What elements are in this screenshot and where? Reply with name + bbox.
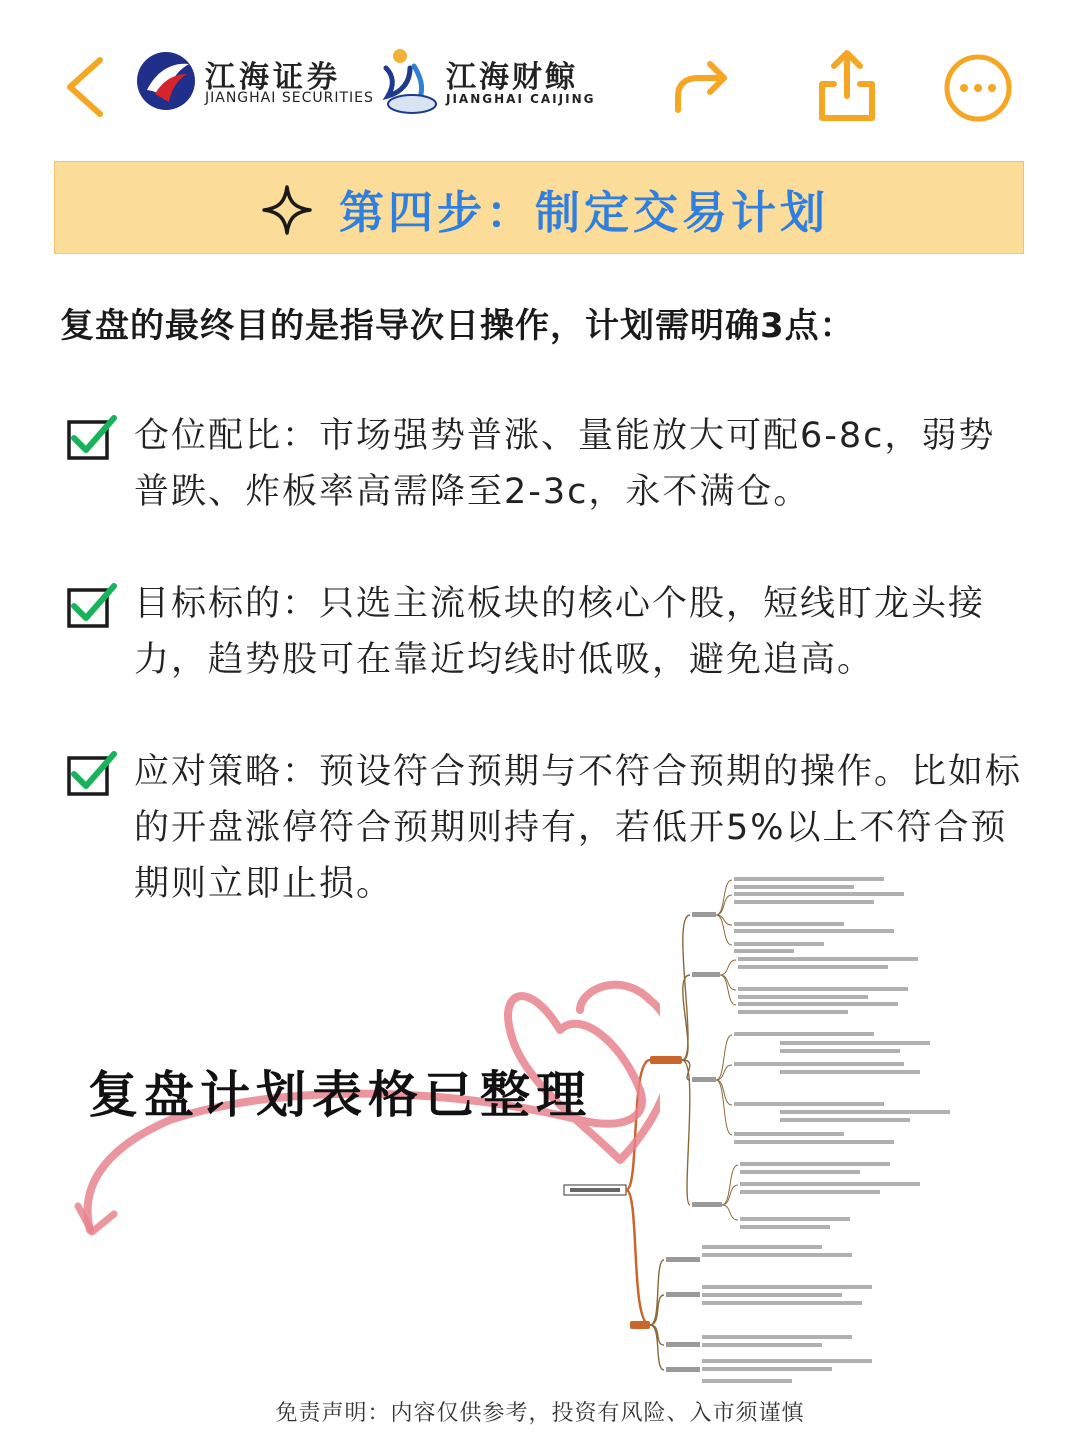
tagline: 复盘计划表格已整理 [88,1066,592,1124]
more-icon [942,52,1014,124]
share-button[interactable] [666,52,736,122]
logo2-name-en: JIANGHAI CAIJING [446,92,596,106]
list-item-text: 仓位配比：市场强势普涨、量能放大可配6-8c，弱势普跌、炸板率高需降至2-3c，永不满仓。 [134,416,996,512]
check-box-icon [66,414,118,462]
more-button[interactable] [942,52,1014,124]
list-item-text: 目标标的：只选主流板块的核心个股，短线盯龙头接力，趋势股可在靠近均线时低吸，避免追高。 [134,584,986,680]
logo1-name-en: JIANGHAI SECURITIES [205,90,374,106]
sparkle-icon [261,184,313,236]
disclaimer-text: 免责声明：内容仅供参考，投资有风险、入市须谨慎 [275,1401,805,1426]
jianghai-securities-mark-icon [135,50,197,112]
export-button[interactable] [812,46,882,124]
banner-title: 第四步：制定交易计划 [339,186,830,239]
list-item-text: 应对策略：预设符合预期与不符合预期的操作。比如标的开盘涨停符合预期则持有，若低开5%以上不符合预期则立即止损。 [134,752,1023,904]
jianghai-caijing-logo [380,44,600,118]
logo2-name-cn: 江海财鲸 [446,60,578,95]
check-box-icon [66,750,118,798]
lead-text: 复盘的最终目的是指导次日操作，计划需明确3点： [60,306,855,346]
check-box-icon [66,582,118,630]
whale-icon [380,46,444,116]
step-banner [54,161,1024,254]
logo1-name-cn: 江海证券 [205,60,341,95]
back-button[interactable] [60,52,120,122]
top-bar [0,0,1080,160]
chevron-left-icon [60,52,120,122]
jianghai-securities-logo [135,48,375,118]
upload-icon [812,46,882,124]
share-forward-icon [666,52,736,122]
